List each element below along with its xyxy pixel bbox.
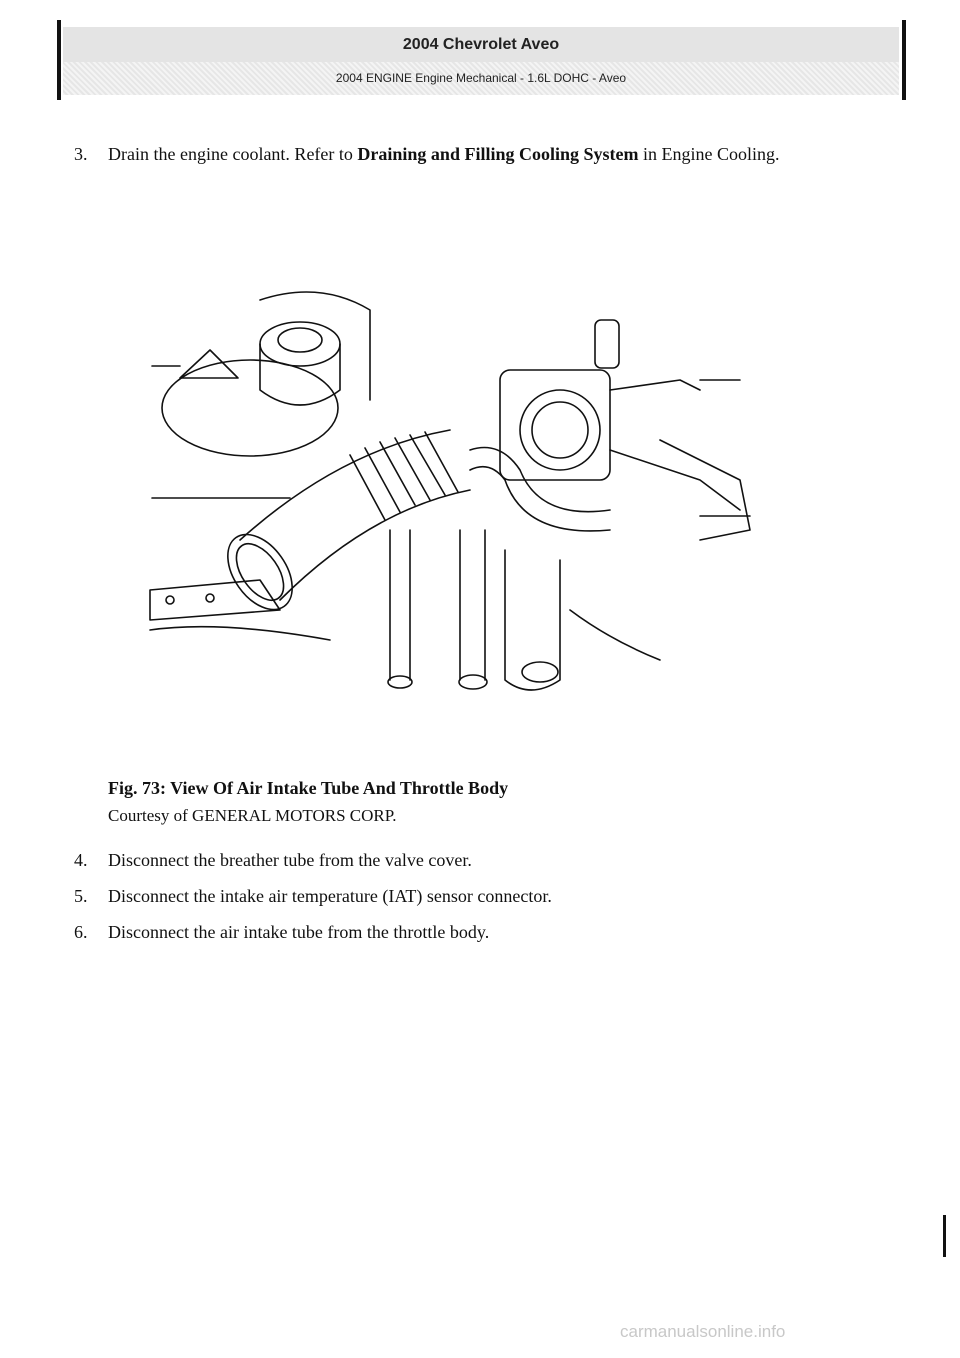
page-right-rule <box>943 1215 946 1257</box>
step-3 <box>74 140 874 169</box>
cover-outline <box>162 360 338 456</box>
throttle-body <box>500 320 740 510</box>
document-subtitle: 2004 ENGINE Engine Mechanical - 1.6L DOHC - Aveo <box>63 62 899 95</box>
step-number: 4. <box>74 850 88 870</box>
coolant-hoses <box>388 530 560 690</box>
step-number: 3. <box>74 144 88 164</box>
header-right-rule <box>902 20 906 100</box>
step-number: 6. <box>74 922 88 942</box>
air-intake-tube-throttle-body-illustration <box>140 280 780 700</box>
step-5 <box>74 882 874 911</box>
figure-caption: Fig. 73: View Of Air Intake Tube And Throttle Body <box>108 778 509 798</box>
air-intake-tube <box>215 430 470 621</box>
step-text: Disconnect the air intake tube from the throttle body. <box>108 922 490 942</box>
step-4 <box>74 846 874 875</box>
bracket <box>150 580 280 620</box>
step-number: 5. <box>74 886 88 906</box>
step-6 <box>74 918 874 947</box>
step-text: Disconnect the breather tube from the valve cover. <box>108 850 472 870</box>
step-text: Drain the engine coolant. Refer to Draining and Filling Cooling System in Engine Cooling. <box>108 144 780 164</box>
figure-credit: Courtesy of GENERAL MOTORS CORP. <box>108 806 397 825</box>
watermark-text: carmanualsonline.info <box>620 1322 786 1341</box>
cross-reference-link[interactable]: Draining and Filling Cooling System <box>357 144 639 164</box>
header-left-rule <box>57 20 61 100</box>
step-text: Disconnect the intake air temperature (IAT) sensor connector. <box>108 886 552 906</box>
document-title: 2004 Chevrolet Aveo <box>63 27 899 62</box>
wire-harness <box>150 627 330 640</box>
